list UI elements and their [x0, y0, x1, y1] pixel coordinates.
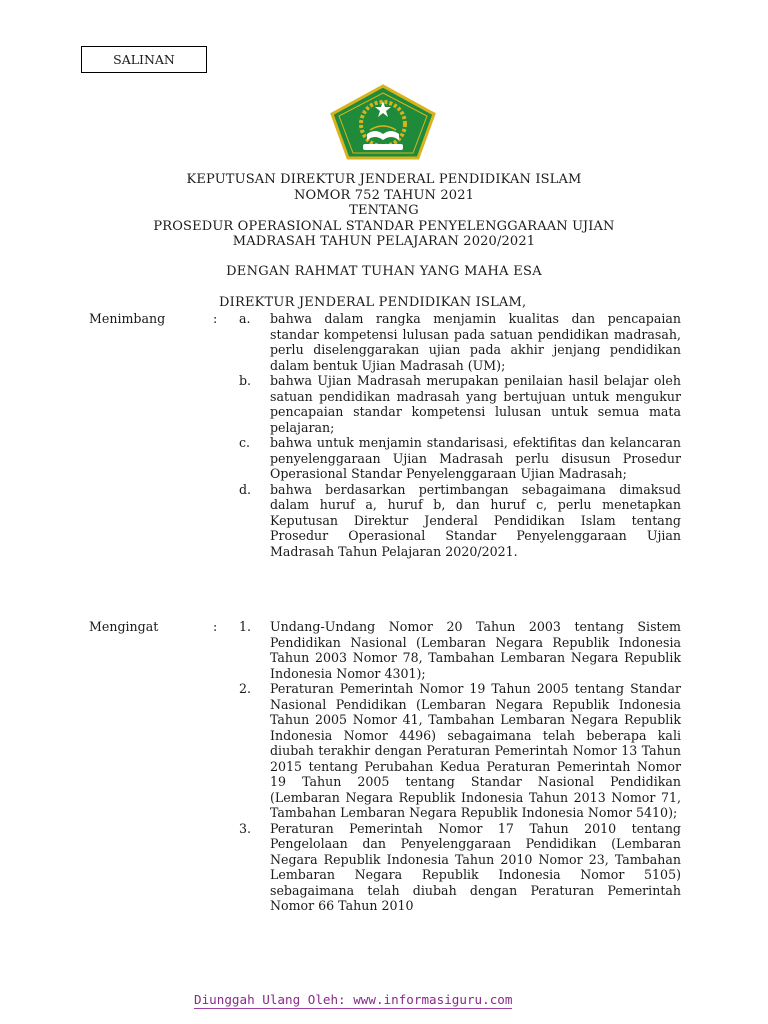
item-text: bahwa Ujian Madrasah merupakan penilaian hasil belajar oleh satuan pendidikan madrasah yang bertujuan untuk mengukur pencapaian standar kompetensi lulusan untuk semua mata pelajaran; [270, 373, 681, 435]
list-item [89, 373, 681, 435]
ministry-emblem-icon [330, 84, 436, 160]
header-subject-line2: MADRASAH TAHUN PELAJARAN 2020/2021 [232, 234, 536, 249]
item-marker: a. [239, 311, 251, 326]
mengingat-colon: : [213, 619, 218, 634]
item-text: bahwa dalam rangka menjamin kualitas dan pencapaian standar kompetensi lulusan pada satuan pendidikan madrasah, perlu diselenggarakan ujian pada akhir jenjang pendidikan dalam bentuk Ujian Madrasah (UM); [270, 311, 681, 373]
item-marker: 2. [239, 681, 252, 696]
list-item [89, 435, 681, 482]
header-subject-line1: PROSEDUR OPERASIONAL STANDAR PENYELENGGARAAN UJIAN [153, 218, 615, 234]
list-item [89, 482, 681, 560]
invocation: DENGAN RAHMAT TUHAN YANG MAHA ESA [226, 264, 542, 279]
issuer-title: DIREKTUR JENDERAL PENDIDIKAN ISLAM, [219, 295, 527, 310]
item-marker: d. [239, 481, 252, 497]
header-tentang: TENTANG [349, 203, 419, 218]
header-title: KEPUTUSAN DIREKTUR JENDERAL PENDIDIKAN ISLAM [186, 172, 582, 187]
item-marker: c. [239, 435, 251, 450]
item-marker: b. [239, 373, 252, 388]
mengingat-label: Mengingat [89, 619, 159, 634]
item-text: Peraturan Pemerintah Nomor 19 Tahun 2005 tentang Standar Nasional Pendidikan (Lembaran Negara Republik Indonesia Tahun 2005 Nomor 41, Tambahan Lembaran Negara Republik Indonesia Nomor 4496) sebagaimana telah beberapa kali diubah terakhir dengan Peraturan Pemerintah Nomor 13 Tahun 2015 tentang Perubahan Kedua Peraturan Pemerintah Nomor 19 Tahun 2005 tentang Standar Nasional Pendidikan (Lembaran Negara Republik Indonesia Tahun 2013 Nomor 71, Tambahan Lembaran Negara Republik Indonesia Nomor 5410); [270, 681, 681, 820]
menimbang-label: Menimbang [89, 311, 166, 326]
item-marker: 1. [239, 619, 252, 634]
menimbang-colon: : [213, 311, 218, 326]
item-text: Peraturan Pemerintah Nomor 17 Tahun 2010 tentang Pengelolaan dan Penyelenggaraan Pendidikan (Lembaran Negara Republik Indonesia Tahun 2010 Nomor 23, Tambahan Lembaran Negara Republik Indonesia Nomor 5105) sebagaimana telah diubah dengan Peraturan Pemerintah Nomor 66 Tahun 2010 [270, 820, 681, 913]
item-text: bahwa berdasarkan pertimbangan sebagaimana dimaksud dalam huruf a, huruf b, dan huruf c, perlu menetapkan Keputusan Direktur Jenderal Pendidikan Islam tentang Prosedur Operasional Standar Penyelenggaraan Ujian Madrasah Tahun Pelajaran 2020/2021. [270, 481, 681, 559]
mengingat-section [89, 619, 681, 914]
item-marker: 3. [239, 820, 252, 836]
salinan-stamp: SALINAN [81, 46, 207, 73]
list-item [89, 619, 681, 681]
header-number: NOMOR 752 TAHUN 2021 [293, 187, 475, 203]
item-text: Undang-Undang Nomor 20 Tahun 2003 tentang Sistem Pendidikan Nasional (Lembaran Negara Republik Indonesia Tahun 2003 Nomor 78, Tambahan Lembaran Negara Republik Indonesia Nomor 4301); [270, 619, 681, 681]
item-text: bahwa untuk menjamin standarisasi, efektifitas dan kelancaran penyelenggaraan Ujian Madrasah perlu disusun Prosedur Operasional Standar Penyelenggaraan Ujian Madrasah; [270, 435, 681, 481]
document-header [0, 172, 768, 250]
menimbang-section [89, 311, 681, 559]
footer-upload-credit[interactable]: Diunggah Ulang Oleh: www.informasiguru.com [194, 992, 513, 1007]
list-item [89, 681, 681, 821]
list-item [89, 311, 681, 373]
list-item [89, 821, 681, 914]
